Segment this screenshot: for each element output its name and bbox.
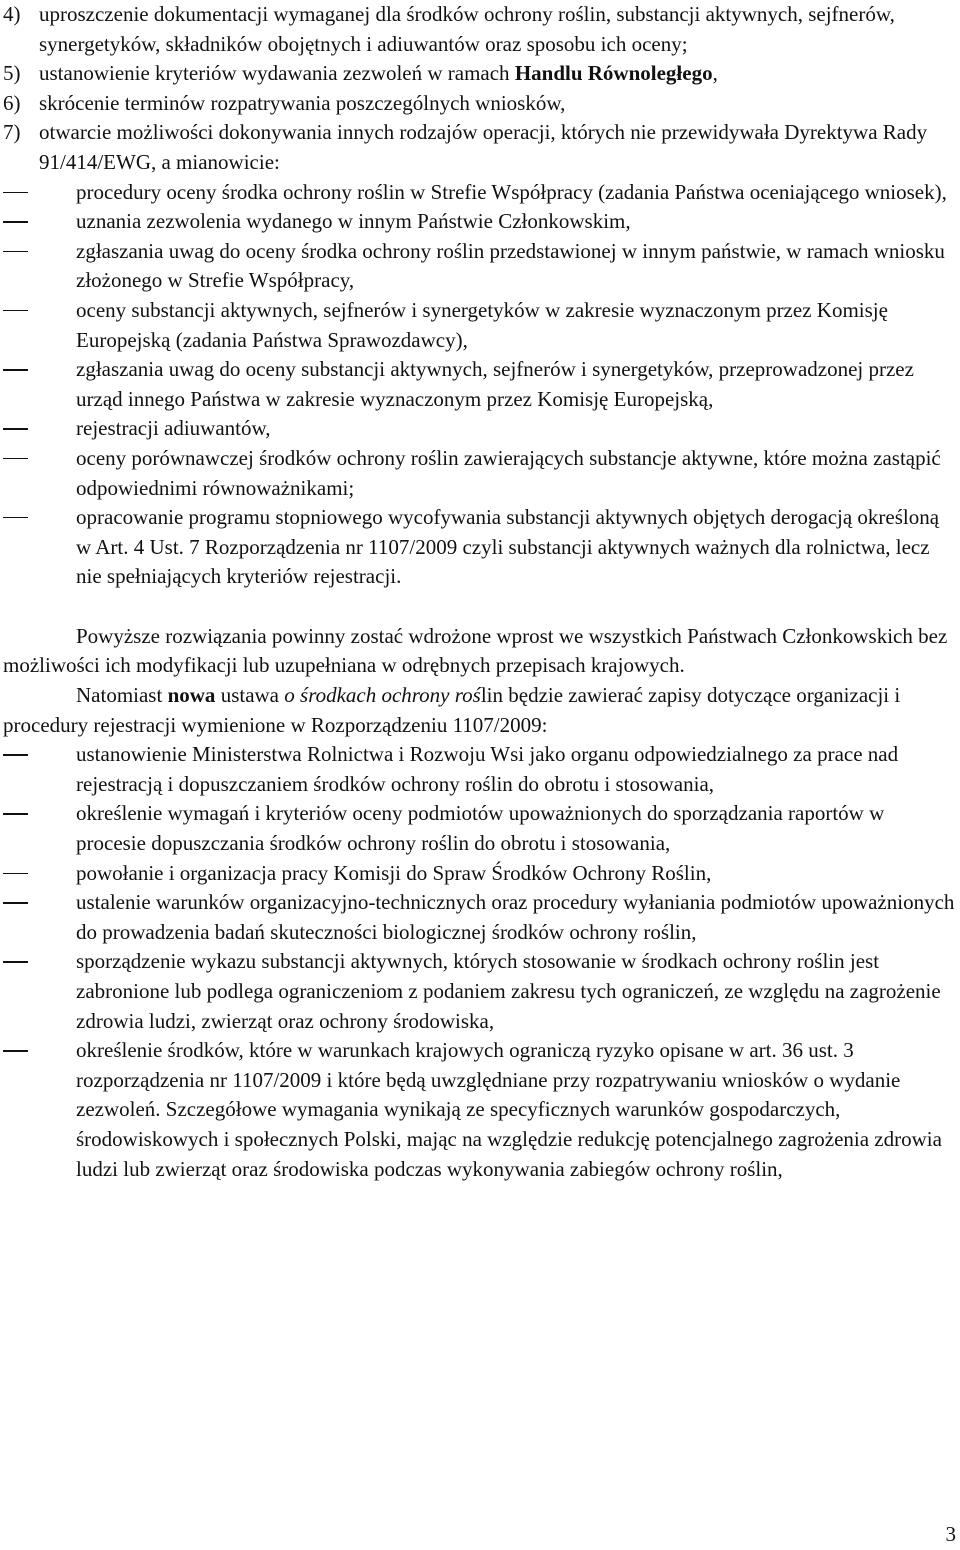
dash-bullet bbox=[3, 813, 28, 814]
document-body bbox=[3, 0, 958, 1184]
dash-bullet bbox=[3, 1050, 28, 1051]
dash-item-text: rejestracji adiuwantów, bbox=[76, 416, 271, 441]
paragraph-text: ustawa bbox=[215, 683, 285, 708]
dash-list-item bbox=[3, 740, 958, 799]
page-number: 3 bbox=[945, 1522, 956, 1546]
item-number: 6) bbox=[3, 90, 21, 115]
dash-item-text: ustalenie warunków organizacyjno-technicznych oraz procedury wyłaniania podmiotów upoważnionych do prowadzenia badań skuteczności biologicznej środków ochrony roślin, bbox=[76, 890, 955, 944]
item-text: ustanowienie kryteriów wydawania zezwoleń w ramach bbox=[39, 61, 515, 86]
dash-list-item bbox=[3, 178, 958, 208]
item-text: otwarcie możliwości dokonywania innych rodzajów operacji, których nie przewidywała Dyrektywa Rady 91/414/EWG, a mianowicie: bbox=[39, 120, 928, 174]
dash-bullet bbox=[3, 902, 28, 903]
dash-bullet bbox=[3, 428, 28, 429]
item-text: skrócenie terminów rozpatrywania poszczególnych wniosków, bbox=[39, 90, 566, 115]
dash-list-item bbox=[3, 237, 958, 296]
dash-item-text: określenie wymagań i kryteriów oceny podmiotów upoważnionych do sporządzania raportów w procesie dopuszczania środków ochrony roślin do obrotu i stosowania, bbox=[76, 801, 885, 856]
dash-bullet bbox=[3, 251, 28, 252]
item-number: 5) bbox=[3, 61, 21, 86]
paragraph bbox=[3, 681, 958, 740]
dash-list-item bbox=[3, 947, 958, 1036]
item-text-bold: Handlu Równoległego bbox=[514, 61, 713, 86]
dash-list-item bbox=[3, 799, 958, 858]
dash-item-text: oceny substancji aktywnych, sejfnerów i synergetyków w zakresie wyznaczonym przez Komisję Europejską (zadania Państwa Sprawozdawcy), bbox=[76, 297, 888, 352]
paragraph-text-bold: nowa bbox=[167, 683, 216, 708]
dash-list-item bbox=[3, 888, 958, 947]
item-text: , bbox=[712, 61, 718, 86]
numbered-item bbox=[3, 0, 958, 59]
item-text: uproszczenie dokumentacji wymaganej dla środków ochrony roślin, substancji aktywnych, sejfnerów, synergetyków, składników obojętnych i adiuwantów oraz sposobu ich oceny; bbox=[39, 2, 895, 56]
dash-bullet bbox=[3, 873, 28, 874]
dash-list-item bbox=[3, 503, 958, 592]
item-number: 7) bbox=[3, 120, 21, 145]
dash-bullet bbox=[3, 221, 28, 222]
dash-bullet bbox=[3, 192, 28, 193]
dash-list bbox=[3, 740, 958, 1184]
dash-bullet bbox=[3, 369, 28, 370]
numbered-item bbox=[3, 89, 958, 119]
dash-item-text: opracowanie programu stopniowego wycofywania substancji aktywnych objętych derogacją określoną w Art. 4 Ust. 7 Rozporządzenia nr 1107/2009 czyli substancji aktywnych ważnych dla rolnictwa, lecz nie spełniających kryteriów rejestracji. bbox=[76, 505, 940, 589]
dash-list-item bbox=[3, 207, 958, 237]
paragraph-text: Natomiast bbox=[76, 683, 168, 708]
dash-bullet bbox=[3, 310, 28, 311]
dash-item-text: oceny porównawczej środków ochrony roślin zawierających substancje aktywne, które można zastąpić odpowiednimi równoważnikami; bbox=[76, 445, 941, 500]
dash-bullet bbox=[3, 961, 28, 962]
paragraph-spacer bbox=[3, 592, 958, 622]
item-number: 4) bbox=[3, 2, 21, 26]
dash-list-item bbox=[3, 296, 958, 355]
dash-item-text: uznania zezwolenia wydanego w innym Państwie Członkowskim, bbox=[76, 209, 631, 234]
dash-list-item bbox=[3, 1036, 958, 1184]
dash-item-text: powołanie i organizacja pracy Komisji do Spraw Środków Ochrony Roślin, bbox=[76, 860, 712, 885]
dash-item-text: procedury oceny środka ochrony roślin w Strefie Współpracy (zadania Państwa oceniającego wniosek), bbox=[76, 179, 947, 204]
dash-list-item bbox=[3, 859, 958, 889]
numbered-item bbox=[3, 59, 958, 89]
dash-bullet bbox=[3, 754, 28, 755]
paragraph-text-italic: o środkach ochrony roś bbox=[284, 683, 481, 708]
dash-item-text: określenie środków, które w warunkach krajowych ograniczą ryzyko opisane w art. 36 ust. 3 rozporządzenia nr 1107/2009 i które będą uwzględniane przy rozpatrywaniu wniosków o wydanie zezwoleń. Szczegółowe wymagania wynikają ze specyficznych warunków gospodarczych, środowiskowych i społecznych Polski, mając na względzie redukcję potencjalnego zagrożenia zdrowia ludzi lub zwierząt oraz środowiska podczas wykonywania zabiegów ochrony roślin, bbox=[76, 1038, 942, 1181]
paragraph-text: lin będzie zawierać zapisy dotyczące organizacji i procedury rejestracji wymienione w Rozporządzeniu 1107/2009: bbox=[3, 683, 901, 737]
dash-item-text: sporządzenie wykazu substancji aktywnych, których stosowanie w środkach ochrony roślin jest zabronione lub podlega ograniczeniom z podaniem zakresu tych ograniczeń, ze względu na zagrożenie zdrowia ludzi, zwierząt oraz ochrony środowiska, bbox=[76, 949, 941, 1033]
dash-item-text: zgłaszania uwag do oceny substancji aktywnych, sejfnerów i synergetyków, przeprowadzonej przez urząd innego Państwa w zakresie wyznaczonym przez Komisję Europejską, bbox=[76, 357, 914, 411]
numbered-item bbox=[3, 118, 958, 177]
dash-item-text: ustanowienie Ministerstwa Rolnictwa i Rozwoju Wsi jako organu odpowiedzialnego za prace nad rejestracją i dopuszczaniem środków ochrony roślin do obrotu i stosowania, bbox=[76, 742, 899, 796]
dash-list-item bbox=[3, 414, 958, 444]
dash-item-text: zgłaszania uwag do oceny środka ochrony roślin przedstawionej w innym państwie, w ramach wniosku złożonego w Strefie Współpracy, bbox=[76, 238, 945, 293]
dash-bullet bbox=[3, 517, 28, 518]
dash-list bbox=[3, 178, 958, 592]
numbered-list bbox=[3, 0, 958, 178]
dash-list-item bbox=[3, 444, 958, 503]
paragraph: Powyższe rozwiązania powinny zostać wdrożone wprost we wszystkich Państwach Członkowskich bez możliwości ich modyfikacji lub uzupełniana w odrębnych przepisach krajowych. bbox=[3, 623, 948, 678]
dash-list-item bbox=[3, 355, 958, 414]
dash-bullet bbox=[3, 458, 28, 459]
